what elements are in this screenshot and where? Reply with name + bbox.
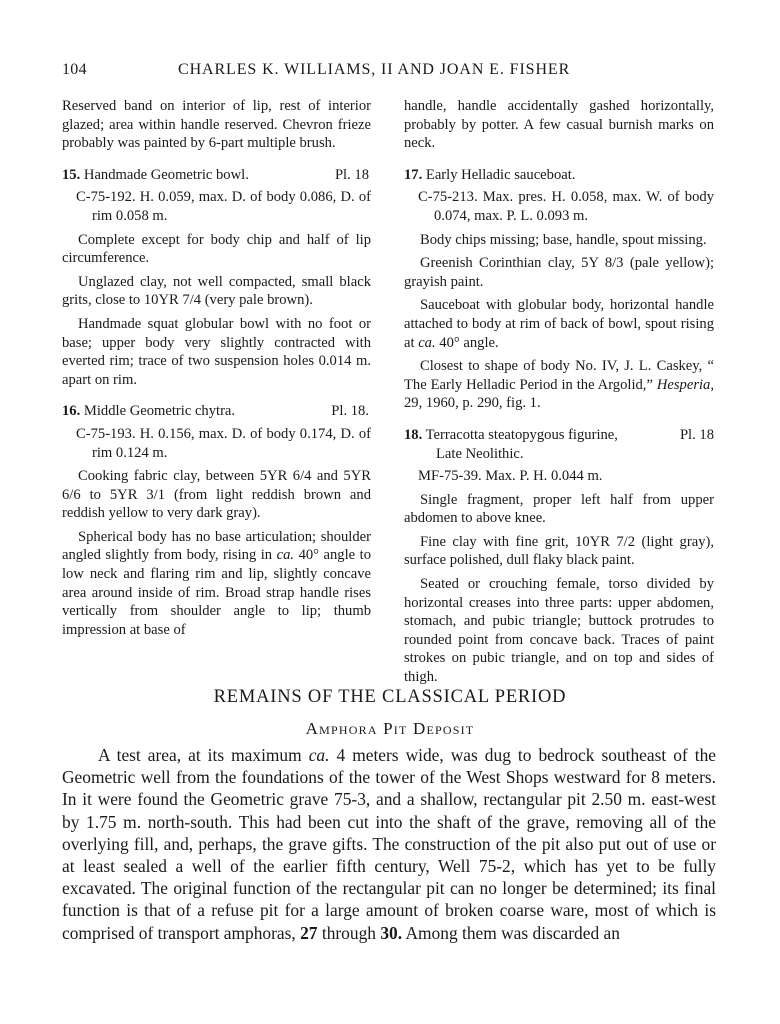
plate-reference: Pl. 18	[679, 426, 714, 443]
entry-title: Handmade Geometric bowl.	[83, 166, 249, 183]
page-number: 104	[62, 61, 87, 78]
entry-number: 18.	[404, 426, 423, 443]
condition-text: Single fragment, proper left half from upper abdomen to above knee.	[404, 491, 714, 527]
entry-18-heading	[404, 426, 714, 463]
entry-number: 17.	[404, 166, 423, 183]
description-text: Sauceboat with globular body, horizontal handle attached to body at rim of back of bowl, spout rising at ca. 40° angle.	[404, 297, 714, 351]
running-head: CHARLES K. WILLIAMS, II AND JOAN E. FISHER	[178, 61, 571, 78]
section-title: REMAINS OF THE CLASSICAL PERIOD	[213, 687, 567, 707]
entry-title: Terracotta steatopygous figurine,	[425, 426, 618, 443]
condition-text: Complete except for body chip and half of lip circumference.	[62, 231, 371, 267]
ca-abbrev: ca.	[276, 547, 295, 564]
comparison-text: Closest to shape of body No. IV, J. L. Caskey, “ The Early Helladic Period in the Argolid,” Hesperia, 29, 1960, p. 290, fig. 1.	[404, 358, 714, 412]
catalog-ref: 27	[300, 922, 318, 943]
entry-17-heading	[404, 166, 714, 185]
entry-number: 16.	[62, 403, 81, 420]
body-paragraph: A test area, at its maximum ca. 4 meters wide, was dug to bedrock southeast of the Geometric well from the foundations of the tower of the West Shops westward for 8 meters. In it were found the Geometric grave 75-3, and a shallow, rectangular pit 2.50 m. east-west by 1.75 m. north-south. This had been cut into the shaft of the grave, removing all of the overlying fill, and, perhaps, the grave gifts. The construction of the pit also put out of use or at least sealed a well of the earlier fifth century, Well 75-2, which has yet to be fully excavated. The original function of the rectangular pit can no longer be determined; its final function is that of a refuse pit for a large amount of broken coarse ware, most of which is comprised of transport amphoras, 27 through 30. Among them was discarded an	[62, 745, 716, 943]
fabric-text: Cooking fabric clay, between 5YR 6/4 and 5YR 6/6 to 5YR 3/1 (from light reddish brown and reddish yellow to very dark gray).	[62, 468, 371, 522]
right-column	[404, 97, 714, 687]
plate-reference: Pl. 18	[334, 166, 369, 183]
entry-subtitle: Late Neolithic.	[436, 445, 524, 462]
description-text: Seated or crouching female, torso divided by horizontal creases into three parts: upper abdomen, stomach, and pubic triangle; buttock protrudes to rounded point from concave back. Traces of paint strokes on pubic triangle, and on top and sides of thigh.	[404, 576, 714, 686]
catalog-ref: 30.	[380, 922, 403, 943]
description-text: Spherical body has no base articulation; shoulder angled slightly from body, rising in ca. 40° angle to low neck and flaring rim and lip, slightly concave area around inside of rim. Broad strap handle rises vertically from shoulder angle to lip; thumb impression at base of	[62, 528, 371, 638]
left-column	[62, 97, 371, 639]
fabric-text: Fine clay with fine grit, 10YR 7/2 (light gray), surface polished, dull flaky black paint.	[404, 533, 714, 569]
body-text	[62, 744, 716, 944]
entry-title: Early Helladic sauceboat.	[425, 166, 576, 183]
catalog-number: C-75-213. Max. pres. H. 0.058, max. W. of body 0.074, max. P. L. 0.093 m.	[418, 189, 714, 224]
entry-14-continuation: Reserved band on interior of lip, rest of interior glazed; area within handle reserved. Chevron frieze probably was painted by 6-part multiple brush.	[62, 98, 371, 152]
entry-number: 15.	[62, 166, 81, 183]
journal-title: Hesperia,	[656, 376, 714, 393]
plate-reference: Pl. 18.	[331, 403, 369, 420]
entry-16-continuation: handle, handle accidentally gashed horizontally, probably by potter. A few casual burnish marks on neck.	[404, 98, 714, 152]
subsection-title: Amphora Pit Deposit	[305, 719, 475, 738]
fabric-text: Unglazed clay, not well compacted, small black grits, close to 10YR 7/4 (very pale brown).	[62, 273, 371, 309]
catalog-number: C-75-192. H. 0.059, max. D. of body 0.086, D. of rim 0.058 m.	[76, 189, 371, 224]
condition-text: Body chips missing; base, handle, spout missing.	[420, 231, 707, 248]
entry-title: Middle Geometric chytra.	[83, 403, 236, 420]
catalog-number: C-75-193. H. 0.156, max. D. of body 0.174, D. of rim 0.124 m.	[76, 425, 371, 461]
description-text: Handmade squat globular bowl with no foot or base; upper body very slightly contracted with everted rim; trace of two suspension holes 0.014 m. apart on rim.	[62, 315, 371, 388]
catalog-number: MF-75-39. Max. P. H. 0.044 m.	[418, 468, 603, 485]
ca-abbrev: ca.	[418, 334, 436, 351]
entry-16-heading	[62, 402, 371, 421]
fabric-text: Greenish Corinthian clay, 5Y 8/3 (pale yellow); grayish paint.	[404, 255, 714, 290]
entry-15-heading	[62, 166, 371, 185]
ca-abbrev: ca.	[308, 745, 330, 765]
